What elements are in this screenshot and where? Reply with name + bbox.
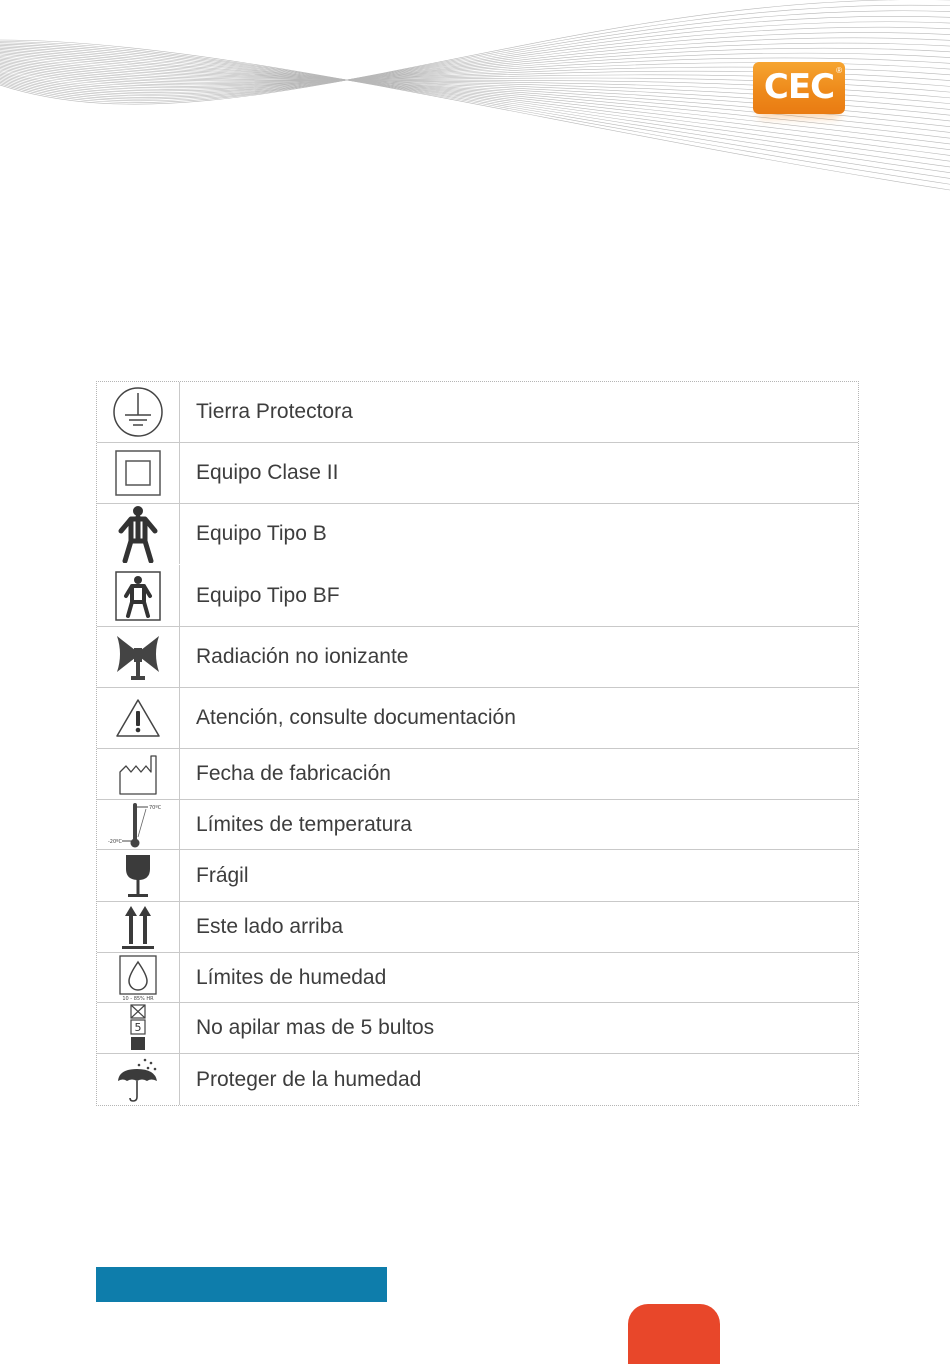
keep-dry-icon xyxy=(97,1054,180,1105)
stack-limit-number: 5 xyxy=(134,1021,142,1034)
table-row xyxy=(97,382,858,442)
table-row xyxy=(97,687,858,748)
symbol-label: Equipo Tipo BF xyxy=(196,583,340,607)
table-row xyxy=(97,799,858,849)
temperature-limits-icon xyxy=(97,800,180,849)
logo-text: CEC xyxy=(763,67,835,107)
manufacture-date-icon xyxy=(97,749,180,799)
symbol-label: Tierra Protectora xyxy=(196,400,353,423)
table-row xyxy=(97,849,858,901)
symbol-label: Fecha de fabricación xyxy=(196,762,391,785)
type-b-equipment-icon xyxy=(97,504,180,564)
cec-logo xyxy=(753,62,845,114)
temperature-min-text: -20ºC xyxy=(108,838,123,845)
type-bf-equipment-icon xyxy=(97,565,180,626)
table-row xyxy=(97,1002,858,1053)
warning-triangle-icon xyxy=(97,688,180,748)
this-side-up-icon xyxy=(97,902,180,952)
humidity-range-text: 10 - 85% HR xyxy=(122,995,154,1002)
logo-registered-mark: ® xyxy=(836,66,842,75)
non-ionizing-radiation-icon xyxy=(97,627,180,687)
footer-blue-bar xyxy=(96,1267,387,1302)
symbol-label: No apilar mas de 5 bultos xyxy=(196,1016,435,1039)
class-ii-equipment-icon xyxy=(97,443,180,503)
humidity-limits-icon xyxy=(97,953,180,1002)
symbol-label: Límites de humedad xyxy=(196,965,387,989)
stack-limit-icon xyxy=(97,1003,180,1053)
table-row xyxy=(97,901,858,952)
footer-page-tab xyxy=(628,1304,720,1364)
table-row xyxy=(97,952,858,1002)
symbol-label: Frágil xyxy=(196,863,249,887)
table-row xyxy=(97,748,858,799)
symbol-label: Este lado arriba xyxy=(196,915,344,938)
fragile-icon xyxy=(97,850,180,901)
table-row xyxy=(97,1053,858,1105)
symbol-label: Equipo Clase II xyxy=(196,461,339,484)
symbol-label: Límites de temperatura xyxy=(196,812,412,836)
table-row xyxy=(97,626,858,687)
symbol-label: Atención, consulte documentación xyxy=(196,706,516,729)
table-row xyxy=(97,564,858,626)
symbol-label: Proteger de la humedad xyxy=(196,1067,422,1091)
temperature-max-text: 70ºC xyxy=(149,804,162,811)
symbol-label: Equipo Tipo B xyxy=(196,522,327,545)
symbols-table xyxy=(96,381,859,1106)
table-row xyxy=(97,442,858,503)
table-row xyxy=(97,503,858,564)
symbol-label: Radiación no ionizante xyxy=(196,645,409,668)
protective-earth-icon xyxy=(97,382,180,442)
